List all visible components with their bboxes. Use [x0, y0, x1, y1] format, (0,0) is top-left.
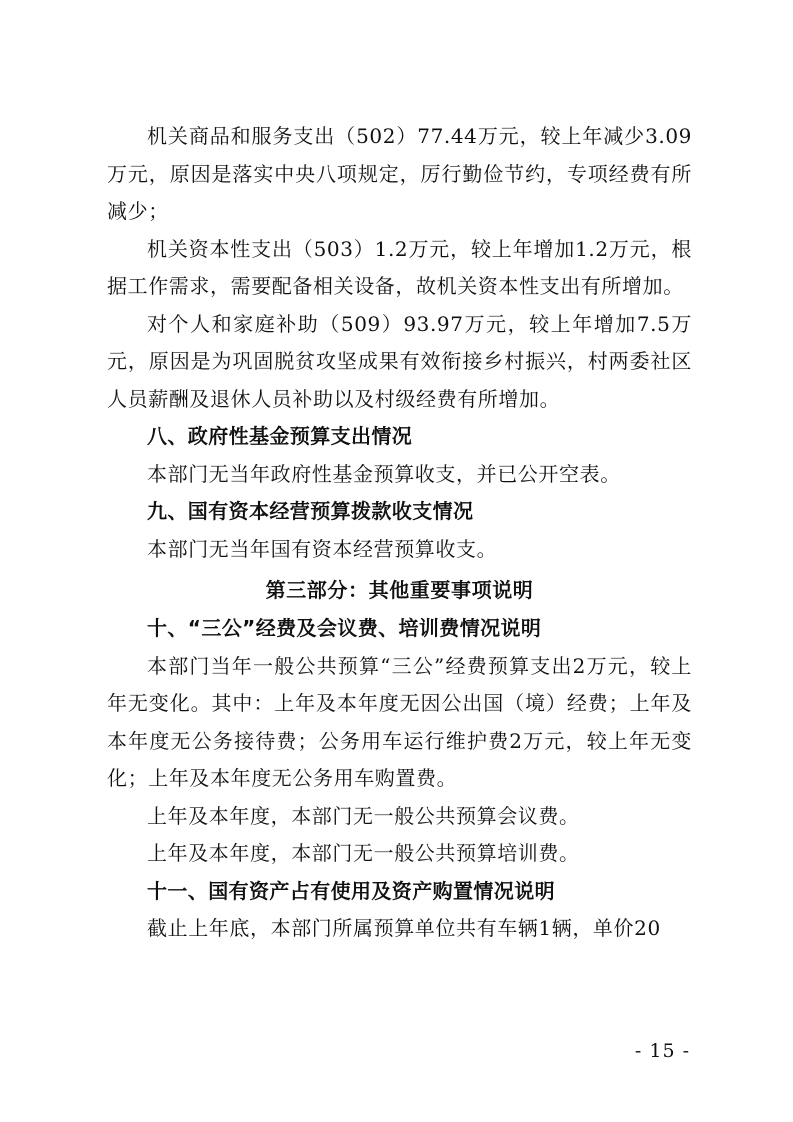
heading-section-9: 九、国有资本经营预算拨款收支情况 [147, 499, 474, 523]
part-three-title: 第三部分：其他重要事项说明 [265, 578, 534, 602]
paragraph-vehicles: 截止上年底，本部门所属预算单位共有车辆1辆，单价20 [147, 916, 661, 940]
paragraph-household-subsidy: 对个人和家庭补助（509）93.97万元，较上年增加7.5万元，原因是为巩固脱贫攻坚成果有效衔接乡村振兴，村两委社区人员薪酬及退休人员补助以及村级经费有所增加。 [107, 311, 692, 411]
heading-section-10: 十、“三公”经费及会议费、培训费情况说明 [147, 616, 542, 640]
paragraph-three-public-expenses: 本部门当年一般公共预算“三公”经费预算支出2万元，较上年无变化。其中：上年及本年度无因公出国（境）经费；上年及本年度无公务接待费；公务用车运行维护费2万元，较上年无变化；上年及本年度无公务用车购置费。 [107, 653, 692, 790]
document-body [107, 118, 692, 948]
paragraph-training-fee: 上年及本年度，本部门无一般公共预算培训费。 [147, 841, 580, 865]
page-number: - 15 - [634, 1040, 690, 1062]
paragraph-government-fund: 本部门无当年政府性基金预算收支，并已公开空表。 [147, 461, 621, 486]
paragraph-state-capital: 本部门无当年国有资本经营预算收支。 [147, 536, 498, 561]
paragraph-commodity-services: 机关商品和服务支出（502）77.44万元，较上年减少3.09万元，原因是落实中央八项规定，厉行勤俭节约，专项经费有所减少； [107, 124, 692, 223]
paragraph-capital-expenditure: 机关资本性支出（503）1.2万元，较上年增加1.2万元，根据工作需求，需要配备相关设备，故机关资本性支出有所增加。 [107, 236, 692, 298]
heading-section-8: 八、政府性基金预算支出情况 [147, 424, 413, 448]
heading-section-11: 十一、国有资产占有使用及资产购置情况说明 [147, 878, 555, 903]
paragraph-meeting-fee: 上年及本年度，本部门无一般公共预算会议费。 [147, 803, 580, 828]
